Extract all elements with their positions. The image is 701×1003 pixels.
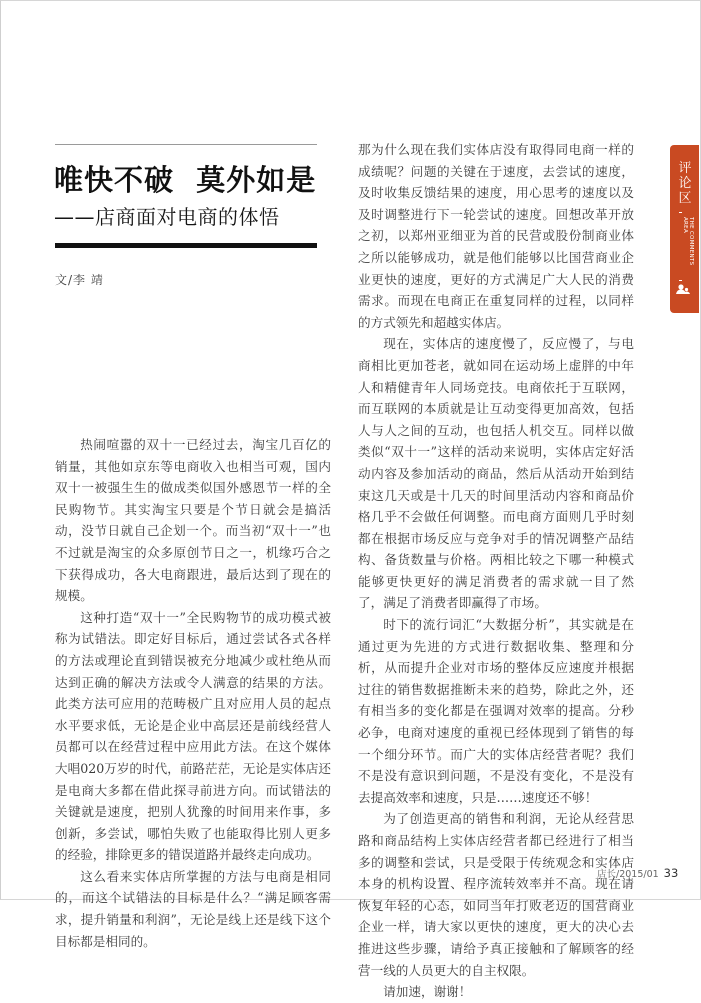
paragraph: 为了创造更高的销售和利润，无论从经营思路和商品结构上实体店经营者都已经进行了相当多的调整和尝试，只是受限于传统观念和实体店本身的机构设置、程序流转效率并不高。现在请恢复年轻的心态，如同当年打败老迈的国营商业企业一样，请大家以更快的速度，更大的决心去推进这些步骤，请给予真正接触和了解顾客的经营一线的人员更大的自主权限。 <box>358 811 634 978</box>
title-bottom-rule <box>55 243 317 248</box>
page-number: 33 <box>663 866 679 880</box>
article-title: 唯快不破 莫外如是 <box>54 163 317 197</box>
page-footer <box>597 866 678 880</box>
divider <box>679 280 682 281</box>
right-column <box>358 139 634 1003</box>
section-tab-english: THE COMMENTS AREA <box>682 217 694 266</box>
section-tab-comments <box>670 145 699 313</box>
byline: 文/李 靖 <box>55 273 104 287</box>
paragraph: 现在，实体店的速度慢了，反应慢了，与电商相比更加苍老，就如同在运动场上虚胖的中年人和精健青年人同场竞技。电商依托于互联网，而互联网的本质就是让互动变得更加高效，包括人与人之间的互动，也包括人机交互。同样以做类似“双十一”这样的活动来说明，实体店定好活动内容及参加活动的商品，然后从活动开始到结束这几天或是十几天的时间里活动内容和商品价格几乎不会做任何调整。而电商方面则几乎时刻都在根据市场反应与竞争对手的情况调整产品结构、备货数量与价格。两相比较之下哪一种模式能够更快更好的满足消费者的需求就一目了然了，满足了消费者即赢得了市场。 <box>358 336 634 611</box>
paragraph: 这种打造“双十一”全民购物节的成功模式被称为试错法。即定好目标后，通过尝试各式各样的方法或理论直到错误被充分地减少或杜绝从而达到正确的解决方法或令人满意的结果的方法。此类方法可应用的范畴极广且对应用人员的起点水平要求低，无论是企业中高层还是前线经营人员都可以在经营过程中应用此方法。在这个媒体大唱020万岁的时代，前路茫茫，无论是实体店还是电商大多都在借此探寻前进方向。而试错法的关键就是速度，把别人犹豫的时间用来作事，多创新，多尝试，哪怕失败了也能取得比别人更多的经验，排除更多的错误道路并最终走向成功。 <box>55 609 331 863</box>
people-discussion-icon <box>676 284 690 294</box>
paragraph: 请加速，谢谢！ <box>383 984 472 1000</box>
paragraph: 热闹喧嚣的双十一已经过去，淘宝几百亿的销量，其他如京东等电商收入也相当可观，国内双十一被强生生的做成类似国外感恩节一样的全民购物节。其实淘宝只要是个节日就会是搞活动，没节日就自己企划一个。而当初“双十一”也不过就是淘宝的众多原创节日之一，机缘巧合之下获得成功，各大电商跟进，最后达到了现在的规模。 <box>55 437 331 604</box>
section-tab-title: 评论区 <box>678 161 692 206</box>
folio-text: 店长/2015/01 <box>597 869 659 880</box>
left-column <box>55 434 331 952</box>
paragraph: 时下的流行词汇“大数据分析”，其实就是在通过更为先进的方式进行数据收集、整理和分析，从而提升企业对市场的整体反应速度并根据过往的销售数据推断未来的趋势，除此之外，还有相当多的变化都是在强调对效率的提高。分秒必争，电商对速度的重视已经体现到了销售的每一个细分环节。而广大的实体店经营者呢？我们不是没有意识到问题，不是没有变化，不是没有去提高效率和速度，只是……速度还不够！ <box>358 617 634 805</box>
paragraph: 这么看来实体店所掌握的方法与电商是相同的，而这个试错法的目标是什么？“满足顾客需求，提升销量和利润”，无论是线上还是线下这个目标都是相同的。 <box>55 868 331 949</box>
article-subtitle: ——店商面对电商的体悟 <box>54 205 280 229</box>
divider <box>679 212 682 213</box>
paragraph: 那为什么现在我们实体店没有取得同电商一样的成绩呢？问题的关键在于速度，去尝试的速度，及时收集反馈结果的速度，用心思考的速度以及及时调整进行下一轮尝试的速度。回想改革开放之初，以郑州亚细亚为首的民营或股份制商业体之所以能够成功，就是他们能够以比国营商业企业更快的速度，更好的方式满足广大人民的消费需求。而现在电商正在重复同样的过程，以同样的方式领先和超越实体店。 <box>358 142 634 330</box>
title-top-rule <box>55 144 317 145</box>
